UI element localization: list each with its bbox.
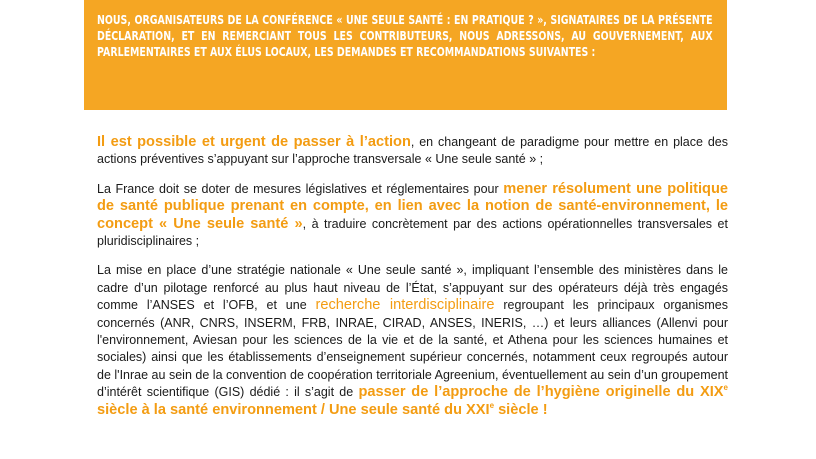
body-text: , à traduire concrètement par des actions opérationnelles transversales et pluridisciplinaires ; — [97, 216, 728, 249]
highlight-text: mener résolument une politique de santé publique prenant en compte, en lien avec la notion de santé-environnement, le concept « Une seule santé » — [97, 180, 728, 232]
highlight-text: Il est possible et urgent de passer à l’action — [97, 134, 411, 150]
highlight-part: siècle à la santé environnement / Une seule santé du XXI — [97, 401, 490, 418]
paragraph-policy — [97, 181, 728, 251]
highlight-part: siècle ! — [494, 401, 548, 418]
body-text: La mise en place d’une stratégie nationale « Une seule santé », impliquant l’ensemble des ministères dans le cadre d’un pilotage renforcé au plus haut niveau de l’État, s’appuyant sur des opérateurs déjà très engagés comme l’ANSES et l’OFB, et une — [97, 263, 728, 313]
highlight-text: recherche interdisciplinaire — [315, 297, 495, 314]
paragraph-strategy — [97, 262, 728, 419]
highlight-part: passer de l’approche de l’hygiène originelle du XIX — [358, 384, 724, 401]
superscript: e — [723, 383, 728, 393]
superscript: e — [489, 400, 495, 410]
declaration-body — [97, 134, 728, 419]
banner-text: NOUS, ORGANISATEURS DE LA CONFÉRENCE « UNE SEULE SANTÉ : EN PRATIQUE ? », SIGNATAIRES DE LA PRÉSENTE DÉCLARATION, ET EN REMERCIANT TOUS LES CONTRIBUTEURS, NOUS ADRESSONS, AU GOUVERNEMENT, AUX PARLEMENTAIRES ET AUX ÉLUS LOCAUX, LES DEMANDES ET RECOMMANDATIONS SUIVANTES : — [97, 12, 713, 60]
paragraph-action — [97, 134, 728, 169]
body-text: , en changeant de paradigme pour mettre en place des actions préventives s’appuyant sur l’approche transversale « Une seule santé » ; — [97, 135, 728, 167]
header-banner — [84, 0, 727, 110]
body-text: regroupant les principaux organismes concernés (ANR, CNRS, INSERM, FRB, INRAE, CIRAD, ANSES, INERIS, …) et leurs alliances (Allenvi pour l'environnement, Aviesan pour les sciences de la vie et de la santé, et Athena pour les sciences humaines et sociales) ainsi que les établissements d’enseignement supérieur concernés, notamment ceux regroupés autour de l'Inrae au sein de la convention de coopération territoriale Agreenium, éventuellement au sein d’un groupement d’intérêt scientifique (GIS) dédié : il s’agit de — [97, 298, 728, 400]
body-text: La France doit se doter de mesures législatives et réglementaires pour — [97, 181, 504, 196]
